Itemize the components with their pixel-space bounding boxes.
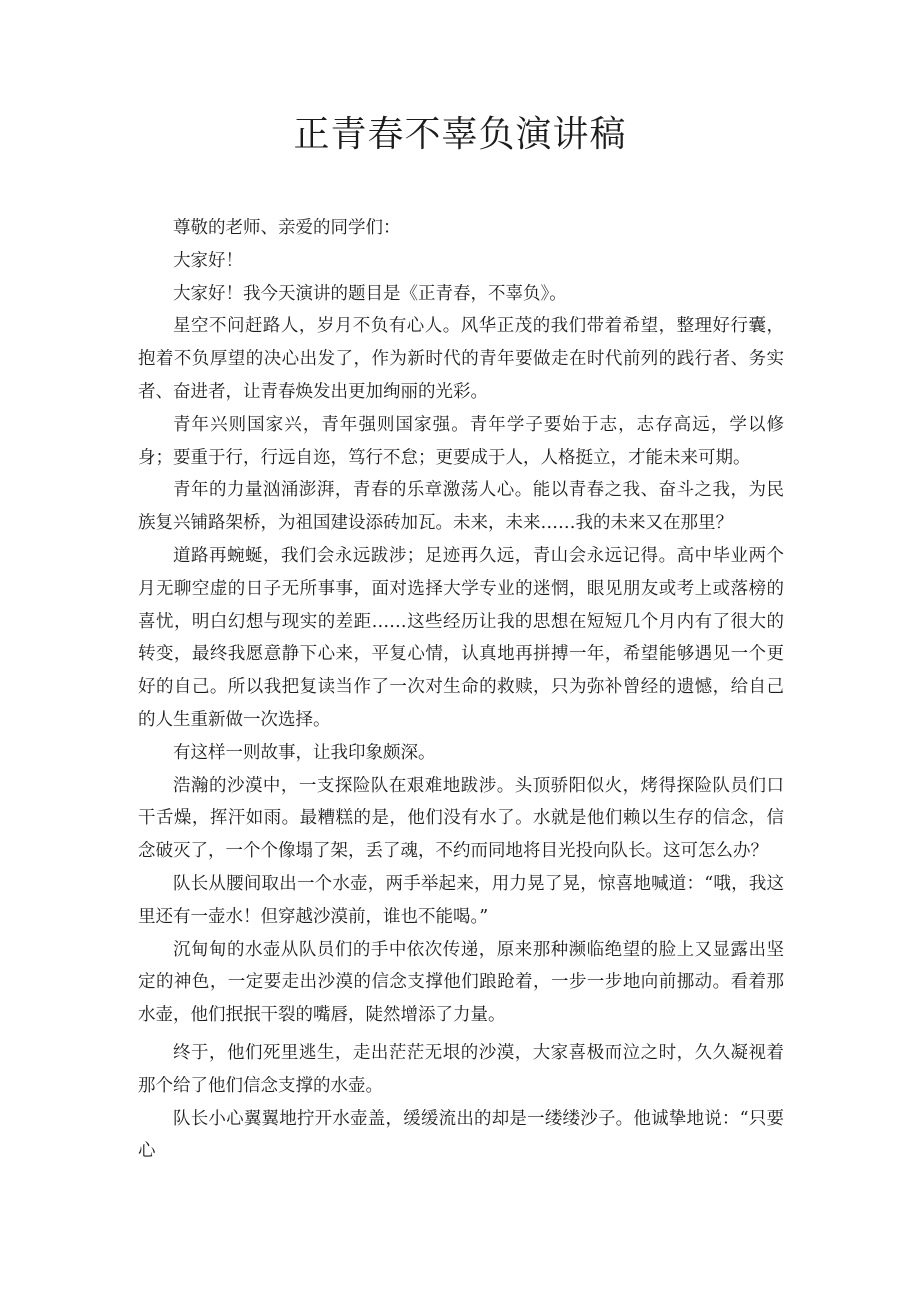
paragraph: 大家好！我今天演讲的题目是《正青春，不辜负》。 bbox=[173, 283, 567, 304]
paragraph: 浩瀚的沙漠中，一支探险队在艰难地跋涉。头顶骄阳似火，烤得探险队员们口干舌燥，挥汗如雨。最糟糕的是，他们没有水了。水就是他们赖以生存的信念，信念破灭了，一个个像塌了架，丢了魂，不约而同地将目光投向队长。这可怎么办？ bbox=[138, 775, 784, 862]
paragraph: 青年兴则国家兴，青年强则国家强。青年学子要始于志，志存高远，学以修身；要重于行，行远自迩，笃行不怠；更要成于人，人格挺立，才能未来可期。 bbox=[138, 414, 784, 468]
paragraph: 青年的力量汹涌澎湃，青春的乐章激荡人心。能以青春之我、奋斗之我，为民族复兴铺路架桥，为祖国建设添砖加瓦。未来，未来……我的未来又在那里？ bbox=[138, 480, 784, 534]
document-body bbox=[138, 212, 784, 1168]
paragraph: 星空不问赶路人，岁月不负有心人。风华正茂的我们带着希望，整理好行囊，抱着不负厚望的决心出发了，作为新时代的青年要做走在时代前列的践行者、务实者、奋进者，让青春焕发出更加绚丽的光彩。 bbox=[138, 316, 784, 402]
paragraph: 沉甸甸的水壶从队员们的手中依次传递，原来那种濒临绝望的脸上又显露出坚定的神色，一定要走出沙漠的信念支撑他们踉跄着，一步一步地向前挪动。看着那水壶，他们抿抿干裂的嘴唇，陡然增添了力量。 bbox=[138, 939, 784, 1026]
paragraph: 队长从腰间取出一个水壶，两手举起来，用力晃了晃，惊喜地喊道：“哦，我这里还有一壶水！但穿越沙漠前，谁也不能喝。” bbox=[138, 873, 784, 927]
greeting: 大家好！ bbox=[173, 250, 243, 271]
salutation: 尊敬的老师、亲爱的同学们： bbox=[173, 218, 401, 238]
paragraph: 道路再蜿蜒，我们会永远跋涉；足迹再久远，青山会永远记得。高中毕业两个月无聊空虚的日子无所事事，面对选择大学专业的迷惘，眼见朋友或考上或落榜的喜忧，明白幻想与现实的差距……这些经历让我的思想在短短几个月内有了很大的转变，最终我愿意静下心来，平复心情，认真地再拼搏一年，希望能够遇见一个更好的自己。所以我把复读当作了一次对生命的救赎，只为弥补曾经的遗憾，给自己的人生重新做一次选择。 bbox=[138, 545, 784, 730]
paragraph: 队长小心翼翼地拧开水壶盖，缓缓流出的却是一缕缕沙子。他诚挚地说：“只要心 bbox=[138, 1108, 784, 1162]
paragraph: 有这样一则故事，让我印象颇深。 bbox=[173, 742, 436, 763]
paragraph: 终于，他们死里逃生，走出茫茫无垠的沙漠，大家喜极而泣之时，久久凝视着那个给了他们信念支撑的水壶。 bbox=[138, 1042, 784, 1096]
document-title: 正青春不辜负演讲稿 bbox=[293, 114, 627, 155]
